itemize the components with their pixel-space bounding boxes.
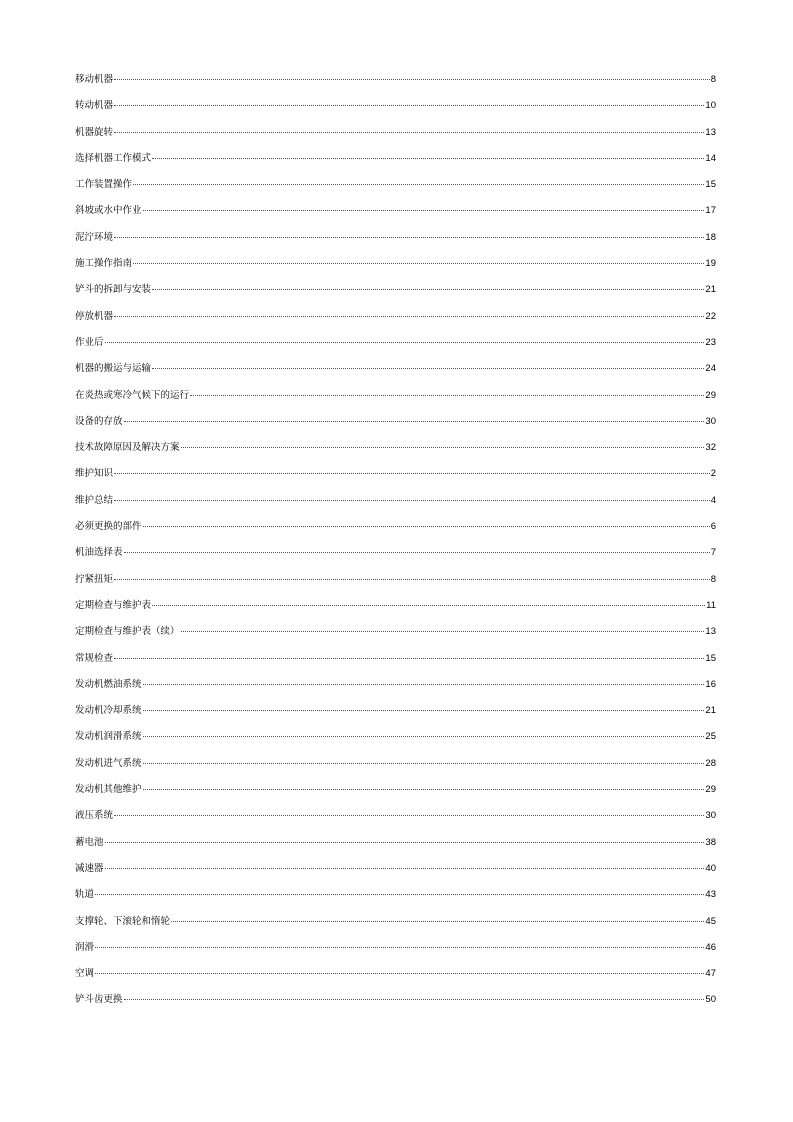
dot-leader: [114, 658, 704, 659]
toc-entry-title: 发动机燃油系统: [75, 678, 142, 690]
toc-entry-page-number: 11: [706, 599, 716, 611]
dot-leader: [143, 763, 705, 764]
toc-entry[interactable]: [75, 887, 716, 913]
toc-entry[interactable]: [75, 914, 716, 940]
toc-entry[interactable]: [75, 98, 716, 124]
toc-entry[interactable]: [75, 177, 716, 203]
dot-leader: [114, 237, 704, 238]
toc-entry-title: 必须更换的部件: [75, 521, 142, 533]
toc-entry[interactable]: [75, 861, 716, 887]
dot-leader: [105, 842, 705, 843]
toc-entry-title: 发动机其他维护: [75, 784, 142, 796]
toc-entry-page-number: 4: [710, 494, 716, 506]
dot-leader: [181, 447, 705, 448]
toc-entry[interactable]: [75, 808, 716, 834]
toc-entry-page-number: 8: [710, 573, 716, 585]
toc-entry-page-number: 50: [705, 994, 716, 1006]
dot-leader: [105, 342, 705, 343]
toc-entry[interactable]: [75, 966, 716, 992]
toc-entry[interactable]: [75, 466, 716, 492]
toc-entry-title: 轨道: [75, 889, 95, 901]
dot-leader: [143, 684, 705, 685]
toc-entry-title: 液压系统: [75, 810, 114, 822]
dot-leader: [152, 158, 704, 159]
toc-entry[interactable]: [75, 835, 716, 861]
toc-entry-title: 机器的搬运与运输: [75, 363, 152, 375]
toc-entry-page-number: 10: [705, 100, 716, 112]
toc-entry-page-number: 21: [705, 284, 716, 296]
dot-leader: [114, 132, 704, 133]
toc-entry[interactable]: [75, 703, 716, 729]
toc-entry[interactable]: [75, 230, 716, 256]
toc-entry-page-number: 30: [705, 415, 716, 427]
dot-leader: [124, 552, 710, 553]
dot-leader: [124, 421, 705, 422]
toc-entry-title: 移动机器: [75, 74, 114, 85]
toc-entry-title: 发动机润滑系统: [75, 731, 142, 743]
toc-entry[interactable]: [75, 782, 716, 808]
toc-entry-title: 定期检查与维护表（续）: [75, 626, 180, 638]
toc-entry-title: 停放机器: [75, 310, 114, 322]
dot-leader: [133, 263, 704, 264]
toc-entry[interactable]: [75, 388, 716, 414]
dot-leader: [143, 210, 705, 211]
toc-entry-page-number: 6: [710, 521, 716, 533]
toc-entry-title: 转动机器: [75, 100, 114, 112]
dot-leader: [133, 184, 704, 185]
toc-entry-page-number: 46: [705, 941, 716, 953]
dot-leader: [114, 500, 710, 501]
dot-leader: [143, 789, 705, 790]
dot-leader: [114, 79, 710, 80]
toc-entry[interactable]: [75, 756, 716, 782]
toc-entry-page-number: 23: [705, 336, 716, 348]
toc-entry-page-number: 25: [705, 731, 716, 743]
toc-entry-title: 铲斗的拆卸与安装: [75, 284, 152, 296]
toc-entry[interactable]: [75, 361, 716, 387]
toc-entry[interactable]: [75, 125, 716, 151]
toc-entry[interactable]: [75, 414, 716, 440]
toc-entry-page-number: 47: [705, 968, 716, 980]
toc-entry-title: 蓄电池: [75, 836, 104, 848]
toc-entry-title: 泥泞环境: [75, 231, 114, 243]
toc-entry-title: 空调: [75, 968, 95, 980]
toc-entry[interactable]: [75, 729, 716, 755]
toc-entry-page-number: 17: [705, 205, 716, 217]
toc-entry-title: 支撑轮、下滚轮和惰轮: [75, 915, 171, 927]
toc-entry-page-number: 43: [705, 889, 716, 901]
toc-entry-title: 维护知识: [75, 468, 114, 480]
toc-entry[interactable]: [75, 519, 716, 545]
toc-entry-title: 铲斗齿更换: [75, 994, 123, 1006]
toc-entry-page-number: 15: [705, 179, 716, 191]
toc-entry-page-number: 14: [705, 152, 716, 164]
toc-entry-title: 机器旋转: [75, 126, 114, 138]
toc-entry-title: 设备的存放: [75, 415, 123, 427]
toc-entry-page-number: 7: [710, 547, 716, 559]
toc-entry-title: 润滑: [75, 941, 95, 953]
toc-entry[interactable]: [75, 309, 716, 335]
toc-entry-page-number: 29: [705, 784, 716, 796]
toc-entry-title: 技术故障原因及解决方案: [75, 442, 180, 454]
toc-entry-page-number: 16: [705, 678, 716, 690]
dot-leader: [114, 316, 704, 317]
toc-entry-page-number: 28: [705, 757, 716, 769]
toc-entry[interactable]: [75, 440, 716, 466]
dot-leader: [152, 605, 705, 606]
toc-entry-page-number: 8: [710, 74, 716, 85]
toc-entry[interactable]: [75, 151, 716, 177]
toc-entry-page-number: 40: [705, 862, 716, 874]
toc-entry-title: 选择机器工作模式: [75, 152, 152, 164]
toc-entry[interactable]: [75, 992, 716, 1018]
toc-entry-page-number: 18: [705, 231, 716, 243]
dot-leader: [143, 526, 710, 527]
dot-leader: [105, 868, 705, 869]
toc-entry-title: 常规检查: [75, 652, 114, 664]
toc-entry-page-number: 19: [705, 258, 716, 270]
toc-entry-title: 在炎热或寒冷气候下的运行: [75, 389, 190, 401]
toc-entry[interactable]: [75, 256, 716, 282]
toc-entry[interactable]: [75, 203, 716, 229]
toc-entry-page-number: 30: [705, 810, 716, 822]
dot-leader: [114, 473, 710, 474]
dot-leader: [190, 395, 704, 396]
toc-entry-title: 施工操作指南: [75, 258, 133, 270]
toc-entry-page-number: 13: [705, 126, 716, 138]
dot-leader: [152, 368, 704, 369]
dot-leader: [114, 815, 704, 816]
toc-entry-title: 作业后: [75, 336, 104, 348]
toc-entry[interactable]: [75, 545, 716, 571]
dot-leader: [171, 921, 704, 922]
toc-entry-title: 减速器: [75, 862, 104, 874]
toc-entry-title: 发动机冷却系统: [75, 705, 142, 717]
toc-entry-page-number: 24: [705, 363, 716, 375]
toc-entry-title: 工作装置操作: [75, 179, 133, 191]
toc-entry-page-number: 2: [710, 468, 716, 480]
toc-entry[interactable]: [75, 624, 716, 650]
toc-entry-page-number: 45: [705, 915, 716, 927]
toc-entry-title: 维护总结: [75, 494, 114, 506]
toc-entry[interactable]: [75, 677, 716, 703]
toc-entry[interactable]: [75, 940, 716, 966]
dot-leader: [95, 894, 704, 895]
toc-entry-page-number: 29: [705, 389, 716, 401]
toc-entry-title: 机油选择表: [75, 547, 123, 559]
toc-entry[interactable]: [75, 572, 716, 598]
toc-entry-title: 定期检查与维护表: [75, 599, 152, 611]
dot-leader: [95, 973, 704, 974]
toc-entry-title: 拧紧扭矩: [75, 573, 114, 585]
toc-entry-page-number: 22: [705, 310, 716, 322]
dot-leader: [143, 710, 705, 711]
toc-entry[interactable]: [75, 493, 716, 519]
dot-leader: [181, 631, 705, 632]
toc-entry[interactable]: [75, 651, 716, 677]
dot-leader: [114, 105, 704, 106]
toc-entry-page-number: 32: [705, 442, 716, 454]
toc-entry-page-number: 15: [705, 652, 716, 664]
toc-entry[interactable]: [75, 598, 716, 624]
toc-entry[interactable]: [75, 72, 716, 98]
toc-entry-title: 发动机进气系统: [75, 757, 142, 769]
toc-entry[interactable]: [75, 282, 716, 308]
toc-entry-page-number: 13: [705, 626, 716, 638]
dot-leader: [114, 579, 710, 580]
toc-entry-page-number: 21: [705, 705, 716, 717]
toc-entry-title: 斜坡或水中作业: [75, 205, 142, 217]
toc-entry-page-number: 38: [705, 836, 716, 848]
dot-leader: [143, 736, 705, 737]
dot-leader: [124, 999, 705, 1000]
dot-leader: [95, 947, 704, 948]
dot-leader: [152, 289, 704, 290]
table-of-contents: [75, 72, 716, 1019]
toc-entry[interactable]: [75, 335, 716, 361]
